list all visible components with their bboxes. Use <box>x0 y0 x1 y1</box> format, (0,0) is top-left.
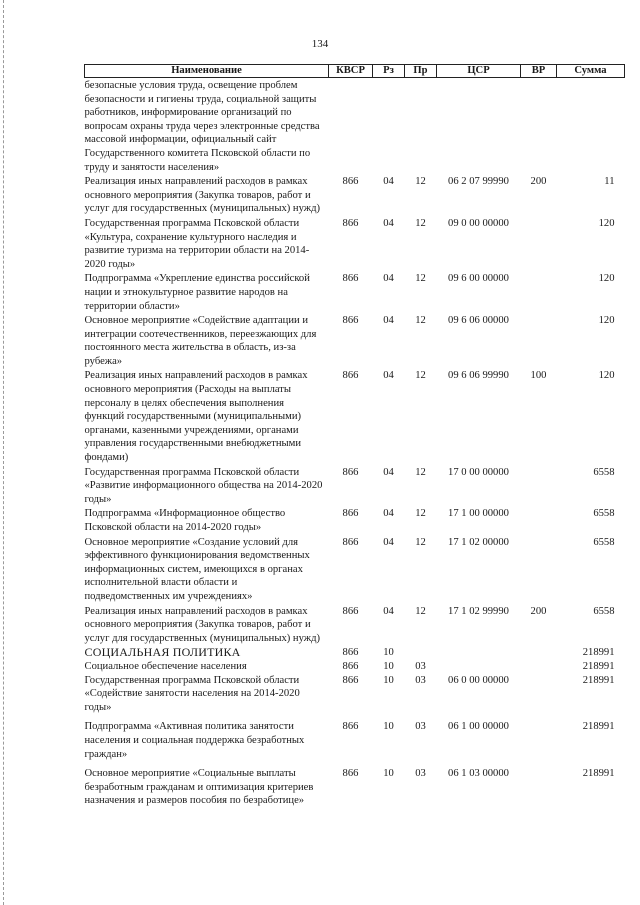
row-sum: 6558 <box>593 508 615 520</box>
row-name: безопасные условия труда, освещение проблем безопасности и гигиены труда, социальной защиты работников, информирование организаций по вопросам охраны труда через электронные средства массовой информации, официальный сайт Государственного комитета Псковской области по труду и занятости населения» <box>84 80 320 173</box>
row-csr: 09 0 00 00000 <box>448 217 509 229</box>
table-row <box>85 465 625 507</box>
row-rz: 04 <box>383 508 394 520</box>
col-header-kvsr: КВСР <box>329 65 373 78</box>
row-sum: 6558 <box>593 466 615 478</box>
row-kvsr: 866 <box>342 370 359 382</box>
row-vr <box>521 313 557 368</box>
row-pr: 12 <box>415 315 426 327</box>
row-sum: 218991 <box>582 721 615 733</box>
table-row <box>85 674 625 715</box>
row-rz: 04 <box>383 273 394 285</box>
row-rz: 04 <box>383 370 394 382</box>
row-rz <box>373 78 405 175</box>
row-kvsr <box>329 78 373 175</box>
row-csr: 06 0 00 00000 <box>448 674 509 686</box>
page-number: 134 <box>311 38 329 50</box>
row-csr <box>437 660 521 674</box>
row-rz: 10 <box>383 660 394 672</box>
row-sum: 218991 <box>582 674 615 686</box>
row-kvsr: 866 <box>342 315 359 327</box>
row-csr: 06 1 00 00000 <box>448 721 509 733</box>
table-header-row <box>85 65 625 78</box>
row-vr <box>521 714 557 761</box>
row-name: СОЦИАЛЬНАЯ ПОЛИТИКА <box>84 645 241 660</box>
budget-table <box>84 64 625 808</box>
row-vr <box>521 761 557 808</box>
row-pr: 12 <box>415 273 426 285</box>
row-vr <box>521 465 557 507</box>
row-csr: 09 6 00 00000 <box>448 273 509 285</box>
row-vr <box>521 660 557 674</box>
row-csr: 09 6 06 99990 <box>448 370 509 382</box>
row-kvsr: 866 <box>342 217 359 229</box>
row-sum: 120 <box>598 315 615 327</box>
row-pr: 12 <box>415 217 426 229</box>
row-kvsr: 866 <box>342 466 359 478</box>
row-kvsr: 866 <box>342 273 359 285</box>
table-row <box>85 645 625 660</box>
col-header-sum: Сумма <box>557 65 625 78</box>
col-header-vr: ВР <box>521 65 557 78</box>
row-name: Реализация иных направлений расходов в рамках основного мероприятия (Закупка товаров, работ и услуг для государственных (муниципальных) нужд) <box>84 176 320 215</box>
row-kvsr: 866 <box>342 721 359 733</box>
row-rz: 10 <box>383 721 394 733</box>
row-vr <box>521 216 557 271</box>
scan-edge-line <box>3 0 4 905</box>
row-pr: 12 <box>415 536 426 548</box>
row-name: Подпрограмма «Активная политика занятости населения и социальная поддержка безработных граждан» <box>84 721 305 760</box>
table-row <box>85 313 625 368</box>
row-pr <box>405 78 437 175</box>
row-pr: 12 <box>415 176 426 188</box>
table-row <box>85 535 625 604</box>
row-vr <box>521 506 557 534</box>
row-kvsr: 866 <box>342 647 359 659</box>
row-vr: 200 <box>530 605 547 617</box>
table-row <box>85 271 625 313</box>
row-kvsr: 866 <box>342 176 359 188</box>
table-row <box>85 660 625 674</box>
row-rz: 04 <box>383 466 394 478</box>
row-pr: 03 <box>415 721 426 733</box>
row-rz: 04 <box>383 217 394 229</box>
row-rz: 04 <box>383 315 394 327</box>
row-sum: 120 <box>598 273 615 285</box>
row-csr: 17 1 02 00000 <box>448 536 509 548</box>
row-pr: 12 <box>415 605 426 617</box>
row-rz: 10 <box>383 647 394 659</box>
row-csr: 06 2 07 99990 <box>448 176 509 188</box>
row-sum <box>557 78 625 175</box>
row-sum: 120 <box>598 370 615 382</box>
row-csr: 17 1 02 99990 <box>448 605 509 617</box>
row-csr: 17 1 00 00000 <box>448 508 509 520</box>
row-sum: 11 <box>604 176 615 188</box>
row-pr <box>405 645 437 660</box>
row-vr <box>521 271 557 313</box>
row-sum: 218991 <box>582 768 615 780</box>
row-rz: 04 <box>383 605 394 617</box>
row-vr <box>521 78 557 175</box>
row-csr: 17 0 00 00000 <box>448 466 509 478</box>
row-sum: 6558 <box>593 605 615 617</box>
row-pr: 12 <box>415 508 426 520</box>
row-kvsr: 866 <box>342 674 359 686</box>
row-name: Подпрограмма «Информационное общество Псковской области на 2014-2020 годы» <box>84 508 286 533</box>
col-header-csr: ЦСР <box>437 65 521 78</box>
table-row <box>85 78 625 175</box>
table-row <box>85 506 625 534</box>
row-pr: 12 <box>415 466 426 478</box>
row-name: Реализация иных направлений расходов в рамках основного мероприятия (Закупка товаров, работ и услуг для государственных (муниципальных) нужд) <box>84 605 320 644</box>
row-csr: 09 6 06 00000 <box>448 315 509 327</box>
row-sum: 6558 <box>593 536 615 548</box>
col-header-rz: Рз <box>373 65 405 78</box>
table-row <box>85 604 625 646</box>
row-vr <box>521 535 557 604</box>
row-name: Социальное обеспечение населения <box>84 660 247 672</box>
row-pr: 03 <box>415 660 426 672</box>
row-name: Реализация иных направлений расходов в рамках основного мероприятия (Расходы на выплаты персоналу в целях обеспечения выполнения функций государственными (муниципальными) органами, казенными учреждениями, органами управления государственными внебюджетными фондами) <box>84 370 308 464</box>
row-csr: 06 1 03 00000 <box>448 768 509 780</box>
row-sum: 218991 <box>582 647 615 659</box>
row-vr <box>521 674 557 715</box>
row-sum: 218991 <box>582 660 615 672</box>
row-rz: 10 <box>383 674 394 686</box>
table-row <box>85 216 625 271</box>
row-vr: 200 <box>530 176 547 188</box>
row-name: Подпрограмма «Укрепление единства российской нации и этнокультурное развитие народов на территории области» <box>84 273 310 312</box>
row-name: Основное мероприятие «Содействие адаптации и интеграции соотечественников, переезжающих для постоянного места жительства в область, из-за рубежа» <box>84 315 317 367</box>
table-row <box>85 714 625 761</box>
table-row <box>85 761 625 808</box>
col-header-pr: Пр <box>405 65 437 78</box>
row-pr: 12 <box>415 370 426 382</box>
row-name: Основное мероприятие «Создание условий для эффективного функционирования ведомственных информационных систем, имеющихся в органах исполнительной власти области и подведомственных им учреждениях» <box>84 536 310 602</box>
row-kvsr: 866 <box>342 508 359 520</box>
row-kvsr: 866 <box>342 660 359 672</box>
row-name: Государственная программа Псковской области «Содействие занятости населения на 2014-2020 годы» <box>84 674 300 713</box>
row-sum: 120 <box>598 217 615 229</box>
table-row <box>85 368 625 464</box>
table-row <box>85 174 625 216</box>
row-name: Основное мероприятие «Социальные выплаты безработным гражданам и оптимизация критериев назначения и размеров пособия по безработице» <box>84 768 314 807</box>
row-csr <box>437 645 521 660</box>
row-rz: 10 <box>383 768 394 780</box>
row-vr: 100 <box>530 370 547 382</box>
row-kvsr: 866 <box>342 605 359 617</box>
col-header-name: Наименование <box>85 65 329 78</box>
row-pr: 03 <box>415 674 426 686</box>
row-kvsr: 866 <box>342 768 359 780</box>
row-pr: 03 <box>415 768 426 780</box>
row-csr <box>437 78 521 175</box>
row-name: Государственная программа Псковской области «Культура, сохранение культурного наследия и развитие туризма на территории области на 2014-2020 годы» <box>84 217 310 270</box>
row-kvsr: 866 <box>342 536 359 548</box>
row-name: Государственная программа Псковской области «Развитие информационного общества на 2014-2020 годы» <box>84 466 323 505</box>
row-rz: 04 <box>383 536 394 548</box>
row-rz: 04 <box>383 176 394 188</box>
row-vr <box>521 645 557 660</box>
